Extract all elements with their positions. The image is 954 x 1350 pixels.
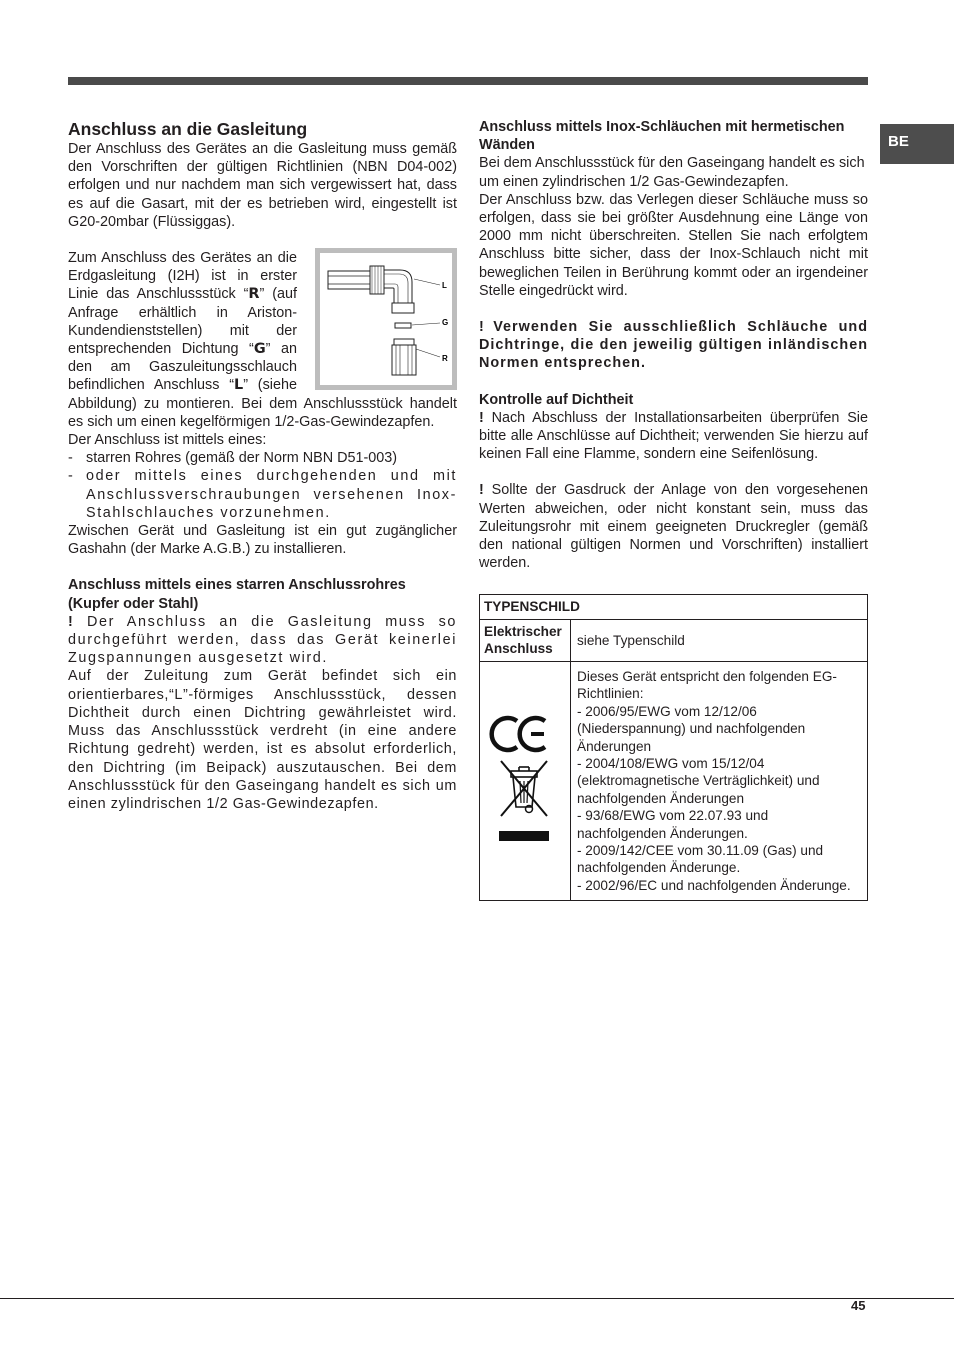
directive-line: - 2002/96/EC und nachfolgenden Änderunge. [577, 877, 851, 893]
warning-mark: ! [479, 482, 484, 499]
valve-paragraph: Zwischen Gerät und Gasleitung ist ein gut zugänglicher Gashahn (der Marke A.G.B.) zu installieren. [68, 523, 457, 558]
figure-label-l: L [442, 281, 447, 291]
symbols-cell [480, 662, 571, 901]
directives-cell [571, 662, 868, 901]
leak-check-text: ! Nach Abschluss der Installationsarbeiten überprüfen Sie bitte alle Anschlüsse auf Dichtheit; verwenden Sie hierzu auf keinen Fall eine Flamme, sondern eine Seifenlösung. [479, 409, 868, 463]
directive-line: - 2006/95/EWG vom 12/12/06 (Niederspannung) und nachfolgenden Änderungen [577, 703, 806, 754]
letter-l: L [234, 377, 244, 394]
inox-title: Anschluss mittels Inox-Schläuchen mit hermetischen Wänden [479, 119, 845, 154]
list-item: - oder mittels eines durchgehenden und mit Anschlussverschraubungen versehenen Inox-Stahlschlauches vorzunehmen. [68, 467, 457, 522]
leak-check-title: Kontrolle auf Dichtheit [479, 391, 634, 408]
letter-g: G [253, 341, 266, 358]
warning-paragraph: ! Verwenden Sie ausschließlich Schläuche und Dichtringe, die den jeweilig gültigen inländischen Normen entsprechen. [479, 319, 868, 372]
figure-label-g: G [442, 318, 449, 328]
electrical-value: siehe Typenschild [571, 620, 868, 662]
directive-line: - 2009/142/CEE vom 30.11.09 (Gas) und nachfolgenden Änderunge. [577, 843, 824, 876]
warning-mark: ! [479, 319, 484, 336]
list-item: - starren Rohres (gemäß der Norm NBN D51-003) [68, 449, 457, 467]
rigid-pipe-text-2: Auf der Zuleitung zum Gerät befindet sich ein orientierbares,“L”-förmiges Anschlussstück, dessen Dichtheit durch einen Dichtring gewährleistet wird. Muss das Anschlussstück verdreht (in eine andere Richtung gedreht) werden, ist es absolut erforderlich, den Dichtring (im Beipack) auszutauschen. Bei dem Anschlussstück für den Gaseingang handelt es sich um einen zylindrischen 1/2 Gas-Gewindezapfen. [68, 668, 457, 812]
connection-list [68, 449, 457, 522]
rating-plate-table [479, 594, 868, 901]
page-number: 45 [851, 1298, 866, 1313]
rigid-pipe-title: Anschluss mittels eines starren Anschlussrohres (Kupfer oder Stahl) [68, 577, 406, 612]
weee-bin-icon [499, 761, 549, 841]
directive-line: - 2004/108/EWG vom 15/12/04 (elektromagnetische Verträglichkeit) und nachfolgenden Änderungen [577, 756, 820, 806]
figure-paragraph: Zum Anschluss des Gerätes an die Erdgasleitung (I2H) ist in erster Linie das Anschlussstück “R” (auf Anfrage erhältlich in Ariston-Kundendienststellen) mit der entsprechenden Dichtung “G” an den am Gaszuleitungsschlauch befindlichen Anschluss “L” (siehe Abbildung) zu montieren. Bei dem Anschlussstück handelt es sich um einen kegelförmigen 1/2-Gas-Gewindezapfen. [68, 250, 457, 430]
directive-line: - 93/68/EWG vom 22.07.93 und nachfolgenden Änderungen. [577, 808, 769, 841]
figure-label-r: R [442, 354, 448, 364]
rigid-pipe-text: ! Der Anschluss an die Gasleitung muss so durchgeführt werden, dass das Gerät keinerlei Zugspannungen ausgesetzt wird. [68, 613, 457, 667]
connector-figure [315, 248, 457, 390]
inox-text-1: Bei dem Anschlussstück für den Gaseingang handelt es sich um einen zylindrischen 1/2 Gas-Gewindezapfen. [479, 155, 865, 190]
left-column [68, 118, 457, 813]
gas-connector-diagram [320, 253, 452, 385]
directive-line: Dieses Gerät entspricht den folgenden EG-Richtlinien: [577, 669, 837, 702]
letter-r: R [248, 286, 260, 303]
ce-mark-icon [492, 718, 545, 750]
language-tab: BE [880, 124, 954, 164]
footer-rule [0, 1298, 954, 1299]
warning-mark: ! [68, 613, 75, 630]
header-rule [68, 77, 868, 85]
electrical-label: Elektrischer Anschluss [480, 620, 571, 662]
connection-intro: Der Anschluss ist mittels eines: [68, 432, 267, 449]
warning-mark: ! [479, 409, 484, 426]
intro-paragraph: Der Anschluss des Gerätes an die Gasleitung muss gemäß den Vorschriften der gültigen Richtlinien (NBN D04-002) erfolgen und nur nachdem man sich vergewissert hat, dass es auf die Gasart, mit der es betrieben wird, eingestellt ist G20-20mbar (Flüssiggas). [68, 141, 457, 230]
inox-text-2: Der Anschluss bzw. das Verlegen dieser Schläuche muss so erfolgen, dass sie bei größter Ausdehnung eine Länge von 2000 mm nicht überschreiten. Stellen Sie nach erfolgtem Anschluss bitte sicher, dass der Inox-Schlauch nicht mit beweglichen Teilen in Berührung kommt oder an irgendeiner Stelle eingedrückt wird. [479, 191, 868, 299]
pressure-paragraph: ! Sollte der Gasdruck der Anlage von den vorgesehenen Werten abweichen, oder nicht konstant sein, muss das Zuleitungsrohr mit einem geeigneten Druckregler (gemäß den national gültigen Normen und Vorschriften) installiert werden. [479, 482, 868, 572]
section-title: Anschluss an die Gasleitung [68, 119, 308, 139]
table-header: TYPENSCHILD [480, 595, 868, 620]
right-column [479, 118, 868, 572]
ce-weee-symbols [485, 699, 565, 859]
